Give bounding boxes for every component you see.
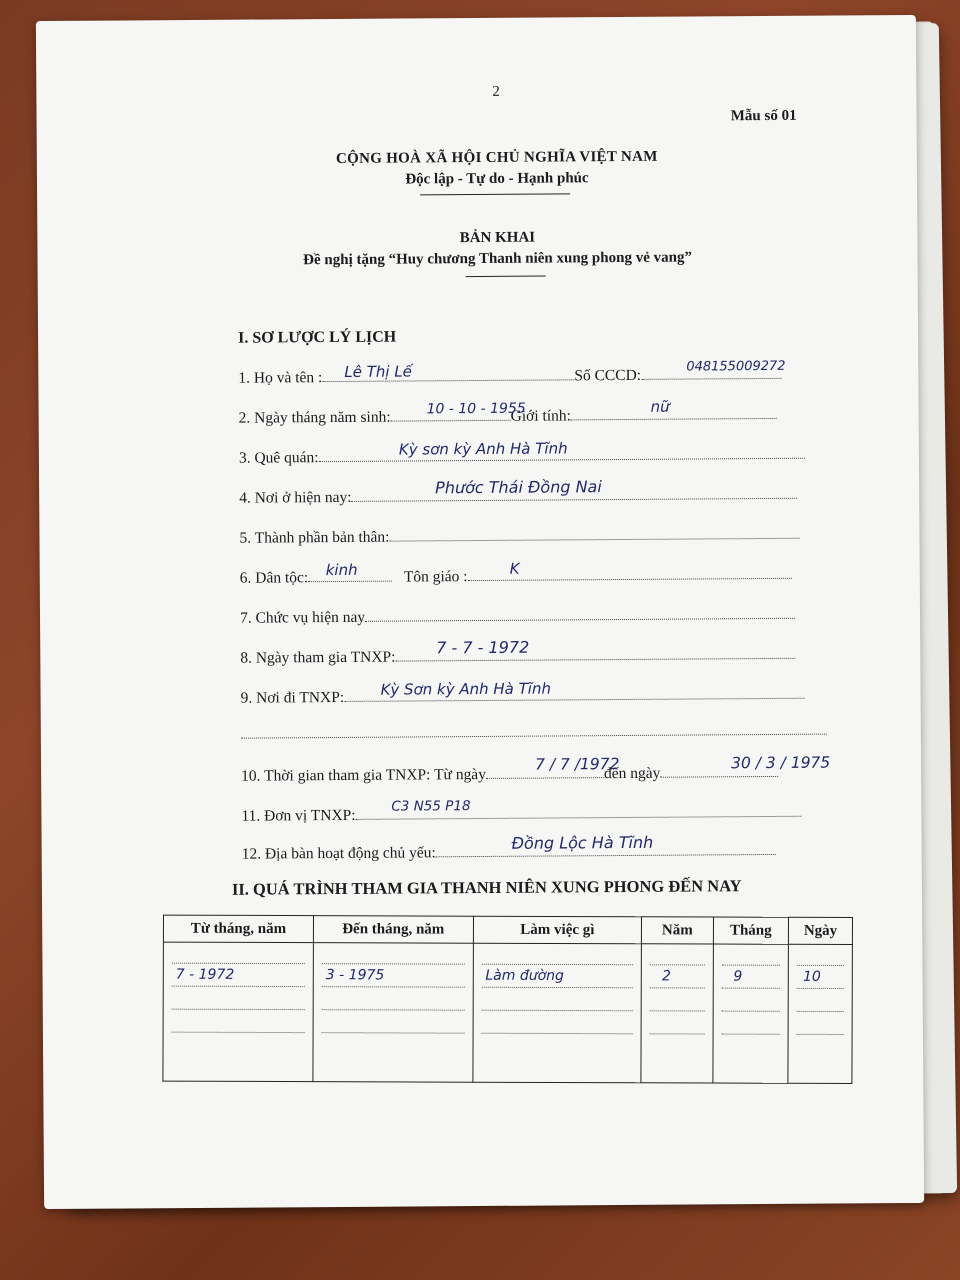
join-date-value[interactable]: 7 - 7 - 1972	[436, 637, 530, 658]
join-place-value[interactable]: Kỳ Sơn kỳ Anh Hà Tĩnh	[380, 679, 552, 699]
col-days: Ngày	[789, 917, 853, 944]
hometown-value[interactable]: Kỳ sơn kỳ Anh Hà Tĩnh	[398, 439, 568, 459]
gender-label: Giới tính:	[510, 407, 571, 425]
subtitle-underline	[466, 276, 546, 278]
col-years: Năm	[642, 917, 713, 944]
period-to-value[interactable]: 30 / 3 / 1975	[730, 753, 831, 773]
col-work: Làm việc gì	[473, 916, 642, 944]
cell-to[interactable]: 3 - 1975	[313, 943, 473, 1083]
residence-value[interactable]: Phước Thái Đồng Nai	[435, 477, 602, 498]
country-heading: CỘNG HOÀ XÃ HỘI CHỦ NGHĨA VIỆT NAM	[335, 148, 658, 167]
field-join-place-continued	[241, 722, 827, 744]
gender-value[interactable]: nữ	[650, 397, 670, 416]
period-to-label: đến ngày	[603, 764, 661, 783]
document-title: BẢN KHAI	[459, 229, 536, 247]
section-1-heading: I. SƠ LƯỢC LÝ LỊCH	[238, 328, 397, 347]
service-history-table	[162, 915, 853, 1084]
field-unit	[241, 804, 801, 826]
form-code: Mẫu số 01	[730, 107, 797, 125]
col-months: Tháng	[713, 917, 789, 944]
period-from-value[interactable]: 7 / 7 /1972	[535, 755, 620, 774]
religion-label: Tôn giáo :	[403, 568, 468, 586]
page-number: 2	[492, 83, 500, 100]
ethnic-value[interactable]: kinh	[325, 560, 358, 580]
table-header-row	[163, 915, 852, 944]
unit-label: 11. Đơn vị TNXP:	[241, 806, 356, 825]
cell-days[interactable]: 10	[788, 944, 852, 1083]
religion-value[interactable]: K	[509, 559, 520, 578]
background-label: 5. Thành phần bản thân:	[239, 528, 390, 547]
table-row	[163, 942, 852, 1083]
cell-years[interactable]: 2	[641, 944, 713, 1083]
cell-work[interactable]: Làm đường	[473, 943, 642, 1083]
name-value[interactable]: Lê Thị Lế	[344, 362, 412, 381]
section-2-heading: II. QUÁ TRÌNH THAM GIA THANH NIÊN XUNG PHONG ĐẾN NAY	[231, 876, 742, 899]
motto-underline	[420, 193, 570, 195]
col-to: Đến tháng, năm	[313, 916, 473, 944]
dob-value[interactable]: 10 - 10 - 1955	[426, 400, 526, 418]
area-value[interactable]: Đồng Lộc Hà Tĩnh	[511, 832, 654, 853]
field-period	[241, 764, 778, 786]
cccd-label: Số CCCD:	[574, 366, 642, 385]
period-label: 10. Thời gian tham gia TNXP: Từ ngày	[241, 765, 486, 785]
cell-months[interactable]: 9	[712, 944, 788, 1083]
document-subtitle: Đề nghị tặng “Huy chương Thanh niên xung phong vẻ vang”	[303, 249, 692, 269]
cell-from[interactable]: 7 - 1972	[163, 942, 314, 1082]
join-place-label: 9. Nơi đi TNXP:	[240, 688, 345, 707]
residence-label: 4. Nơi ở hiện nay:	[239, 488, 352, 507]
document-page	[36, 15, 924, 1209]
field-background	[239, 526, 799, 548]
dob-label: 2. Ngày tháng năm sinh:	[238, 408, 391, 427]
area-label: 12. Địa bàn hoạt động chủ yếu:	[241, 844, 436, 863]
cccd-value[interactable]: 048155009272	[686, 358, 786, 375]
ethnic-label: 6. Dân tộc:	[239, 569, 309, 587]
hometown-label: 3. Quê quán:	[238, 449, 319, 467]
join-date-label: 8. Ngày tham gia TNXP:	[240, 648, 396, 667]
motto: Độc lập - Tự do - Hạnh phúc	[405, 170, 589, 188]
field-area	[242, 842, 776, 864]
position-label: 7. Chức vụ hiện nay	[239, 608, 366, 627]
field-position	[240, 606, 795, 628]
name-label: 1. Họ và tên :	[238, 369, 323, 387]
unit-value[interactable]: C3 N55 P18	[391, 798, 471, 815]
col-from: Từ tháng, năm	[163, 915, 313, 943]
